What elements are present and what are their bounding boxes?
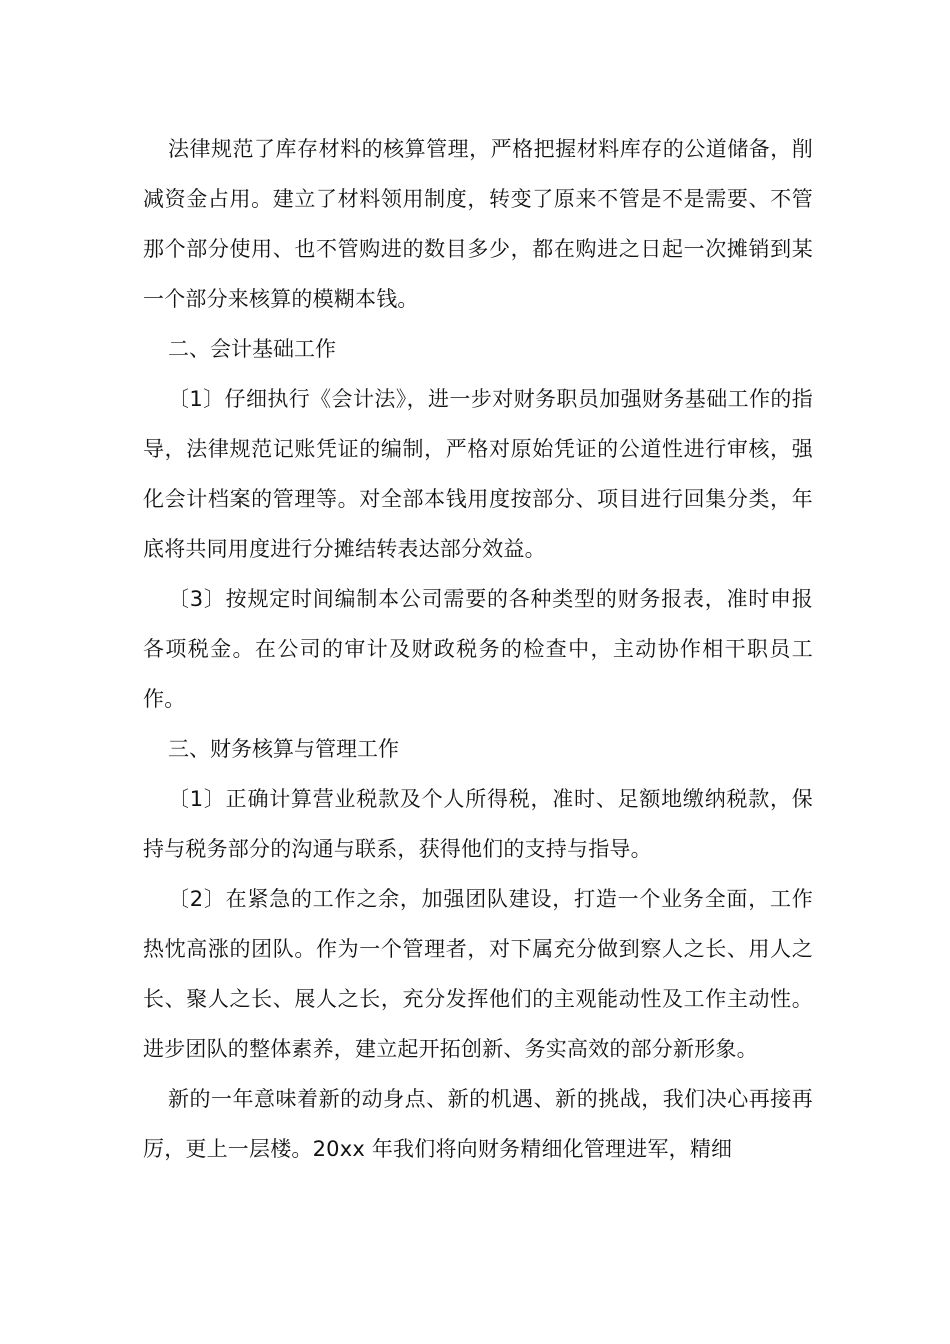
- document-body: [143, 124, 813, 1174]
- paragraph-inventory: 法律规范了库存材料的核算管理，严格把握材料库存的公道储备，削减资金占用。建立了材料领用制度，转变了原来不管是不是需要、不管那个部分使用、也不管购进的数目多少，都在购进之日起一次摊销到某一个部分来核算的模糊本钱。: [143, 137, 813, 311]
- paragraph-item-2-team: 〔2〕在紧急的工作之余，加强团队建设，打造一个业务全面，工作热忱高涨的团队。作为一个管理者，对下属充分做到察人之长、用人之长、聚人之长、展人之长，充分发挥他们的主观能动性及工作主动性。进步团队的整体素养，建立起开拓创新、务实高效的部分新形象。: [143, 887, 813, 1061]
- paragraph-item-1-accounting-law: 〔1〕仔细执行《会计法》，进一步对财务职员加强财务基础工作的指导，法律规范记账凭证的编制，严格对原始凭证的公道性进行审核，强化会计档案的管理等。对全部本钱用度按部分、项目进行回集分类，年底将共同用度进行分摊结转表达部分效益。: [143, 387, 813, 561]
- section-heading-financial-accounting: 三、财务核算与管理工作: [168, 737, 399, 761]
- paragraph-item-3-reports: 〔3〕按规定时间编制本公司需要的各种类型的财务报表，准时申报各项税金。在公司的审计及财政税务的检查中，主动协作相干职员工作。: [143, 587, 813, 711]
- paragraph-item-1-taxes: 〔1〕正确计算营业税款及个人所得税，准时、足额地缴纳税款，保持与税务部分的沟通与联系，获得他们的支持与指导。: [143, 787, 813, 861]
- paragraph-new-year: 新的一年意味着新的动身点、新的机遇、新的挑战，我们决心再接再厉，更上一层楼。20xx 年我们将向财务精细化管理进军，精细: [143, 1087, 813, 1161]
- section-heading-accounting-basics: 二、会计基础工作: [168, 337, 336, 361]
